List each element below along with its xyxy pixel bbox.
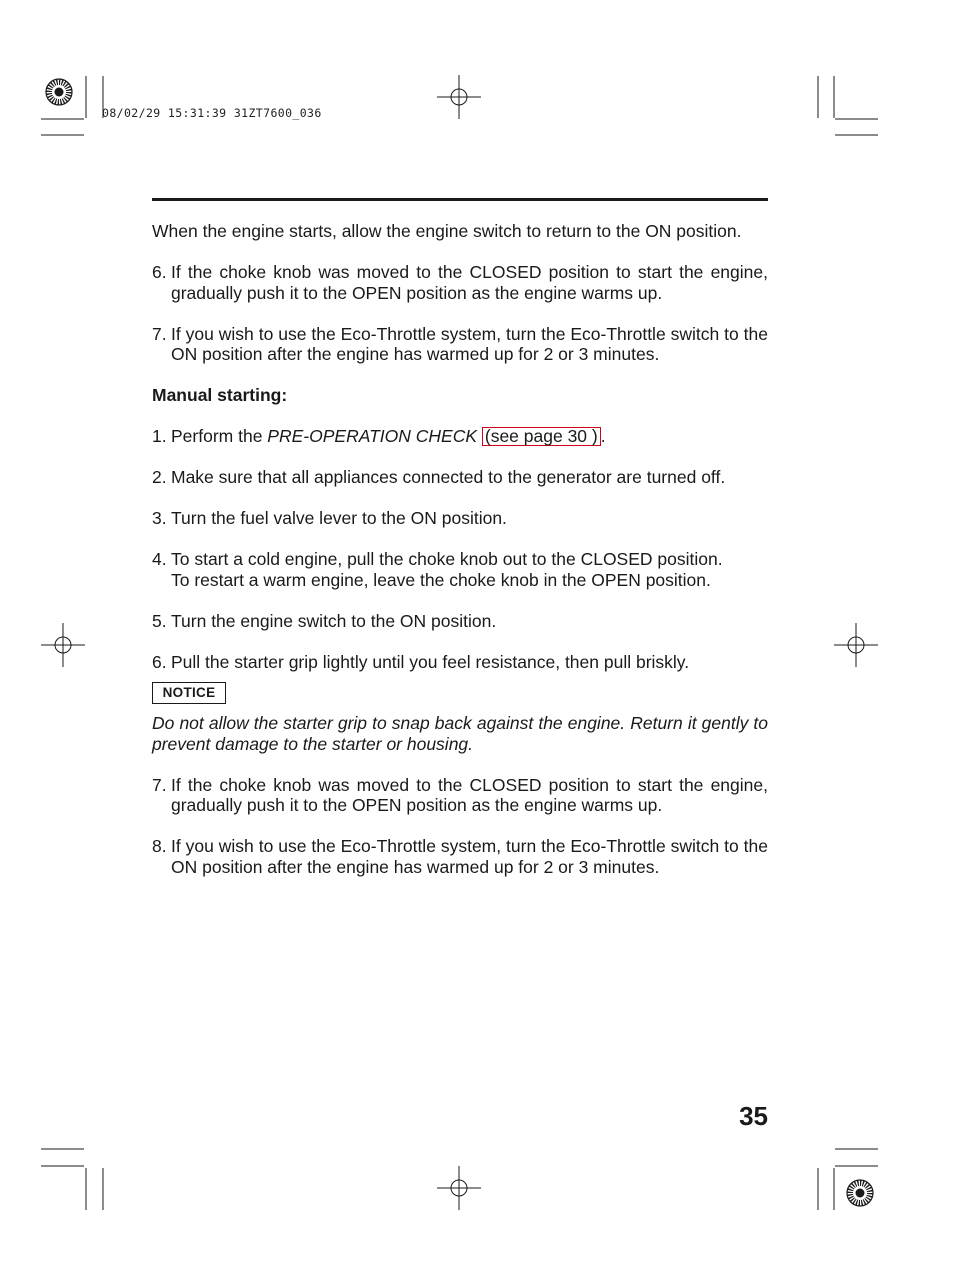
list-item xyxy=(152,836,768,877)
starburst-mark-top-left xyxy=(46,79,72,105)
list-item xyxy=(152,549,768,590)
page-content xyxy=(152,221,768,898)
page-number: 35 xyxy=(739,1101,768,1131)
registration-mark-left xyxy=(41,623,85,667)
step-number: 4. xyxy=(152,549,167,569)
list-item xyxy=(152,508,768,529)
step-text: Pull the starter grip lightly until you feel resistance, then pull briskly. xyxy=(171,651,690,672)
registration-mark-right xyxy=(834,623,878,667)
list-item xyxy=(152,775,768,816)
step-text-prefix: Perform the xyxy=(171,426,268,446)
step-text: Turn the fuel valve lever to the ON position. xyxy=(171,508,507,528)
list-item xyxy=(152,652,768,673)
step-number: 6. xyxy=(152,651,167,672)
step-text-line: To restart a warm engine, leave the choke knob in the OPEN position. xyxy=(171,569,711,590)
step-text: Make sure that all appliances connected to the generator are turned off. xyxy=(171,467,726,487)
step-number: 2. xyxy=(152,467,167,487)
step-number: 7. xyxy=(152,774,167,795)
notice-text: Do not allow the starter grip to snap back against the engine. Return it gently to prevent damage to the starter or housing. xyxy=(152,713,768,754)
step-number: 8. xyxy=(152,836,167,856)
step-number: 1. xyxy=(152,426,167,446)
pre-operation-check-term: PRE-OPERATION CHECK xyxy=(267,426,477,446)
print-stamp: 08/02/29 15:31:39 31ZT7600_036 xyxy=(102,106,322,120)
page-reference-link[interactable]: (see page 30 ) xyxy=(482,427,601,446)
step-text: If the choke knob was moved to the CLOSED position to start the engine, gradually push it to the OPEN position as the engine warms up. xyxy=(171,262,768,303)
registration-mark-bottom xyxy=(437,1166,481,1210)
step-text xyxy=(171,426,768,447)
list-item xyxy=(152,426,768,447)
step-text: Turn the engine switch to the ON position. xyxy=(171,610,497,631)
list-item xyxy=(152,611,768,632)
starburst-mark-bottom-right xyxy=(847,1180,873,1206)
step-text: If you wish to use the Eco-Throttle system, turn the Eco-Throttle switch to the ON position after the engine has warmed up for 2 or 3 minutes. xyxy=(171,323,768,364)
notice-label: NOTICE xyxy=(152,682,226,704)
step-text-suffix: . xyxy=(600,426,606,446)
section-heading-manual-starting: Manual starting: xyxy=(152,385,288,405)
notice-box-wrapper xyxy=(152,681,768,705)
step-text: If the choke knob was moved to the CLOSED position to start the engine, gradually push it to the OPEN position as the engine warms up. xyxy=(171,774,768,815)
intro-paragraph: When the engine starts, allow the engine switch to return to the ON position. xyxy=(152,221,742,241)
registration-mark-top xyxy=(437,75,481,119)
list-item xyxy=(152,262,768,303)
step-number: 3. xyxy=(152,508,167,528)
step-number: 6. xyxy=(152,262,167,282)
list-item xyxy=(152,324,768,365)
step-number: 7. xyxy=(152,323,167,344)
step-text-line: To start a cold engine, pull the choke knob out to the CLOSED position. xyxy=(171,549,723,569)
list-item xyxy=(152,467,768,488)
step-text: If you wish to use the Eco-Throttle system, turn the Eco-Throttle switch to the ON position after the engine has warmed up for 2 or 3 minutes. xyxy=(171,836,768,877)
header-rule xyxy=(152,198,768,201)
step-number: 5. xyxy=(152,610,167,631)
step-text xyxy=(171,549,768,590)
